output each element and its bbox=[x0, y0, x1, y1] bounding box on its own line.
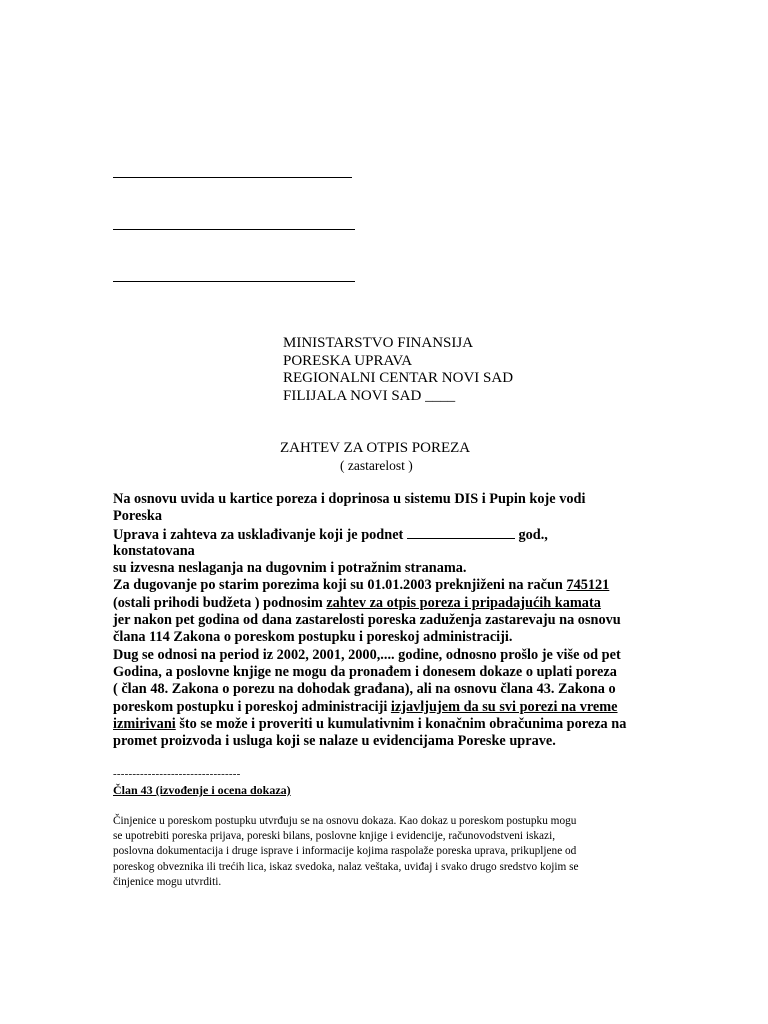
body-text: što se može i proveriti u kumulativnim i konačnim obračunima poreza na bbox=[175, 715, 627, 732]
declaration-phrase-end: izmirivani bbox=[113, 715, 176, 732]
body-line: jer nakon pet godina od dana zastarelosti poreska zaduženja zastarevaju na osnovu bbox=[113, 612, 621, 629]
footnote-line: poreskog obveznika ili trećih lica, iskaz svedoka, nalaz veštaka, uviđaj i svako drugo sredstvo kojim se bbox=[113, 860, 579, 873]
body-line: člana 114 Zakona o poreskom postupku i poreskoj administraciji. bbox=[113, 629, 513, 646]
body-line bbox=[113, 577, 673, 594]
footnote-text bbox=[113, 814, 653, 890]
account-number: 745121 bbox=[566, 577, 610, 594]
signature-line-1 bbox=[113, 177, 352, 178]
address-line-tax-office: PORESKA UPRAVA bbox=[283, 352, 413, 369]
signature-line-3 bbox=[113, 281, 355, 282]
address-line-regional-center: REGIONALNI CENTAR NOVI SAD bbox=[283, 370, 514, 386]
body-text: Uprava i zahteva za usklađivanje koji je podnet bbox=[113, 526, 407, 543]
request-body bbox=[113, 491, 673, 750]
body-line bbox=[113, 699, 673, 716]
body-line: su izvesna neslaganja na dugovnim i potražnim stranama. bbox=[113, 560, 467, 577]
recipient-address bbox=[283, 335, 513, 405]
body-line bbox=[113, 526, 673, 543]
body-line: Poreska bbox=[113, 508, 162, 525]
body-line: Dug se odnosi na period iz 2002, 2001, 2000,.... godine, odnosno prošlo je više od pet bbox=[113, 646, 621, 663]
body-text: (ostali prihodi budžeta ) podnosim bbox=[113, 594, 327, 611]
body-line: ( član 48. Zakona o porezu na dohodak građana), ali na osnovu člana 43. Zakona o bbox=[113, 681, 616, 698]
body-line: Godina, a poslovne knjige ne mogu da pronađem i donesem dokaze o uplati poreza bbox=[113, 663, 617, 680]
address-line-branch: FILIJALA NOVI SAD ____ bbox=[283, 387, 456, 404]
body-line: promet proizvoda i usluga koji se nalaze u evidencijama Poreske uprave. bbox=[113, 733, 556, 750]
body-line bbox=[113, 595, 673, 612]
document-subtitle: ( zastarelost ) bbox=[340, 458, 413, 473]
body-line bbox=[113, 716, 673, 733]
footnote-title: Član 43 (izvođenje i ocena dokaza) bbox=[113, 783, 291, 797]
body-line: konstatovana bbox=[113, 542, 195, 559]
footnote-separator: --------------------------------- bbox=[113, 768, 241, 780]
footnote-line: se upotrebiti poreska prijava, poreski bilans, poslovne knjige i evidencije, računovodstveni iskazi, bbox=[113, 830, 556, 843]
footnote-line: poslovna dokumentacija i druge isprave i informacije kojima raspolaže poreska uprava, prikupljene od bbox=[113, 845, 577, 858]
footnote-line: činjenice mogu utvrditi. bbox=[113, 875, 222, 888]
request-phrase: zahtev za otpis poreza i pripadajućih kamata bbox=[326, 594, 601, 611]
body-line: Na osnovu uvida u kartice poreza i doprinosa u sistemu DIS i Pupin koje vodi bbox=[113, 491, 586, 507]
footnote-line: Činjenice u poreskom postupku utvrđuju se na osnovu dokaza. Kao dokaz u poreskom postupku mogu bbox=[113, 815, 577, 827]
body-text: poreskom postupku i poreskoj administraciji bbox=[113, 698, 391, 715]
body-text: Za dugovanje po starim porezima koji su 01.01.2003 preknjiženi na račun bbox=[113, 577, 567, 594]
address-line-ministry: MINISTARSTVO FINANSIJA bbox=[283, 335, 474, 351]
declaration-phrase: izjavljujem da su svi porezi na vreme bbox=[390, 698, 618, 715]
body-text: god., bbox=[514, 526, 548, 543]
signature-line-2 bbox=[113, 229, 355, 230]
document-title: ZAHTEV ZA OTPIS POREZA bbox=[280, 440, 471, 456]
date-blank-field bbox=[407, 526, 515, 539]
